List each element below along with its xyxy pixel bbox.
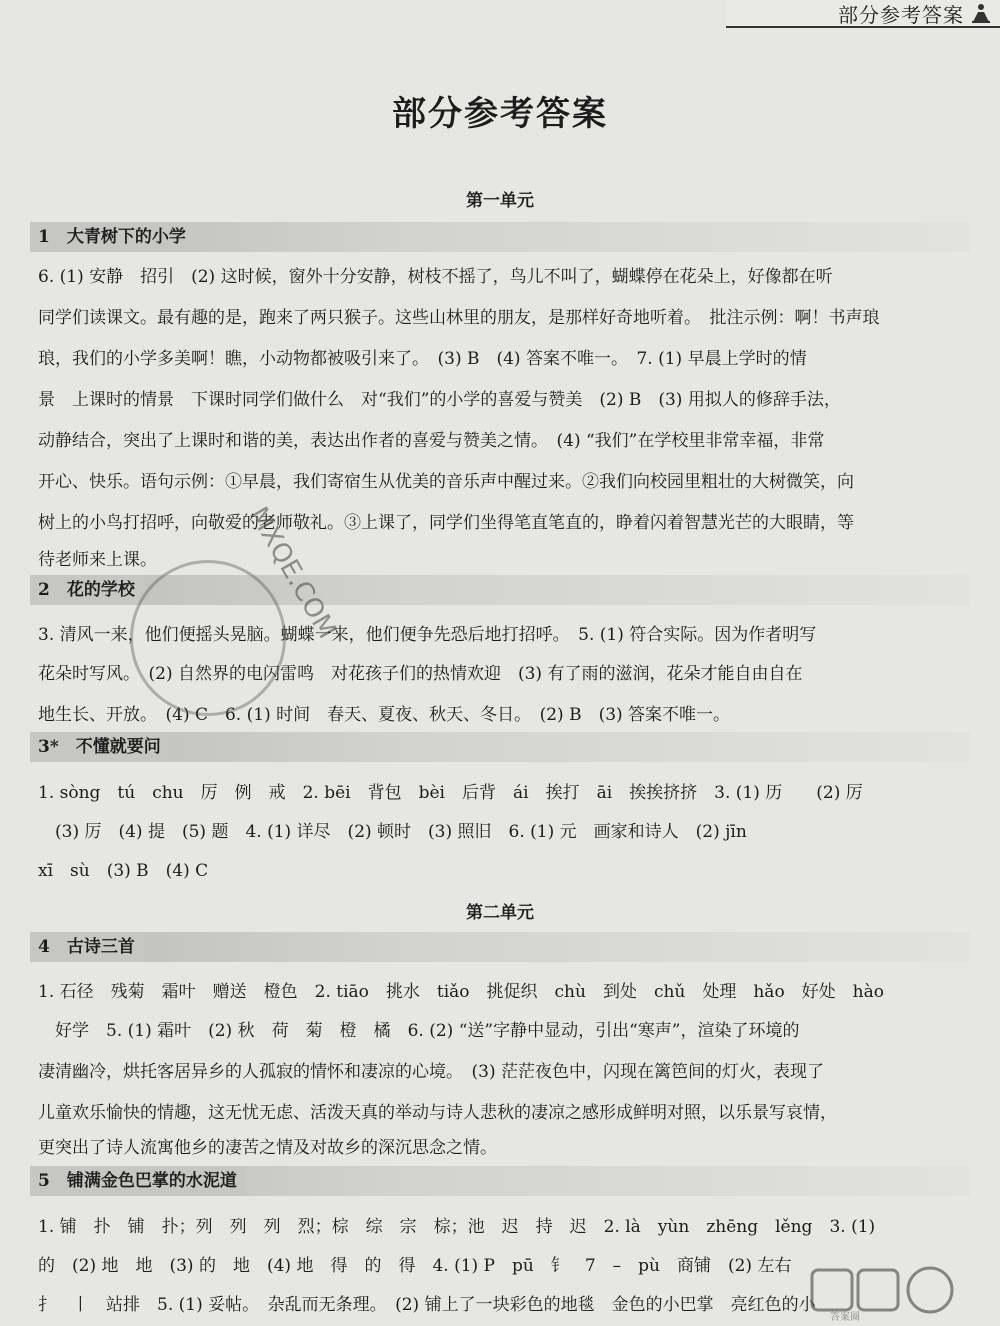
page-header [726, 0, 1000, 28]
answer-line: 开心、快乐。语句示例：①早晨，我们寄宿生从优美的音乐声中醒过来。②我们向校园里粗壮的大树微笑，向 [38, 472, 854, 492]
answer-line: 花朵时写风。 (2) 自然界的电闪雷鸣 对花孩子们的热情欢迎 (3) 有了雨的滋润，花朵才能自由自在 [38, 664, 803, 684]
answer-line: 琅，我们的小学多美啊！瞧，小动物都被吸引来了。 (3) B (4) 答案不唯一。 7. (1) 早晨上学时的情 [38, 349, 807, 369]
page-title: 部分参考答案 [392, 94, 608, 134]
header-title: 部分参考答案 [838, 2, 964, 27]
answer-line: (3) 厉 (4) 提 (5) 题 4. (1) 详尽 (2) 顿时 (3) 照旧 6. (1) 元 画家和诗人 (2) jīn [38, 822, 747, 842]
watermark-text: MXQE.COM [242, 502, 343, 644]
answer-line: 待老师来上课。 [38, 550, 157, 570]
section-title: 4 古诗三首 [30, 932, 145, 962]
section-header [30, 222, 970, 252]
unit-title-1: 第一单元 [466, 191, 534, 211]
answer-line: 6. (1) 安静 招引 (2) 这时候，窗外十分安静，树枝不摇了，鸟儿不叫了，蝴蝶停在花朵上，好像都在听 [38, 267, 833, 287]
section-title: 3* 不懂就要问 [30, 732, 171, 762]
answer-line: 景 上课时的情景 下课时同学们做什么 对“我们”的小学的喜爱与赞美 (2) B (3) 用拟人的修辞手法， [38, 390, 841, 410]
section-title: 2 花的学校 [30, 575, 145, 605]
answer-line: 同学们读课文。最有趣的是，跑来了两只猴子。这些山林里的朋友，是那样好奇地听着。 批注示例：啊！书声琅 [38, 308, 880, 328]
reading-figure-icon [970, 2, 992, 24]
answer-line: 3. 清风一来，他们便摇头晃脑。蝴蝶一来，他们便争先恐后地打招呼。 5. (1) 符合实际。因为作者明写 [38, 625, 817, 645]
answer-line: 更突出了诗人流寓他乡的凄苦之情及对故乡的深沉思念之情。 [38, 1138, 497, 1158]
corner-logo-text: 答案圈 [830, 1312, 860, 1322]
section-title: 1 大青树下的小学 [30, 222, 196, 252]
unit-title-2: 第二单元 [466, 903, 534, 923]
answer-line: 1. sòng tú chu 厉 例 戒 2. bēi 背包 bèi 后背 ái 挨打 āi 挨挨挤挤 3. (1) 历 (2) 厉 [38, 783, 863, 803]
answer-line: 好学 5. (1) 霜叶 (2) 秋 荷 菊 橙 橘 6. (2) “送”字静中显动，引出“寒声”，渲染了环境的 [38, 1021, 800, 1041]
answer-line: 地生长、开放。 (4) C 6. (1) 时间 春天、夏夜、秋天、冬日。 (2) B (3) 答案不唯一。 [38, 705, 731, 725]
answer-line: 动静结合，突出了上课时和谐的美，表达出作者的喜爱与赞美之情。 (4) “我们”在学校里非常幸福，非常 [38, 431, 825, 451]
answer-line: 1. 铺 扑 铺 扑；列 列 列 烈；棕 综 宗 棕；池 迟 持 迟 2. là yùn zhēng lěng 3. (1) [38, 1217, 876, 1237]
section-header [30, 932, 970, 962]
answer-line: 1. 石径 残菊 霜叶 赠送 橙色 2. tiāo 挑水 tiǎo 挑促织 chù 到处 chǔ 处理 hǎo 好处 hào [38, 982, 884, 1002]
corner-logo [810, 1264, 980, 1322]
answer-line: 凄清幽冷，烘托客居异乡的人孤寂的情怀和凄凉的心境。 (3) 茫茫夜色中，闪现在篱笆间的灯火，表现了 [38, 1062, 824, 1082]
answer-line: 儿童欢乐愉快的情趣，这无忧无虑、活泼天真的举动与诗人悲秋的凄凉之感形成鲜明对照，以乐景写哀情， [38, 1103, 837, 1123]
section-title: 5 铺满金色巴掌的水泥道 [30, 1166, 247, 1196]
answer-line: 扌 丨 站排 5. (1) 妥帖。 杂乱而无条理。 (2) 铺上了一块彩色的地毯 金色的小巴掌 亮红色的小 [38, 1295, 816, 1315]
answer-line: 树上的小鸟打招呼，向敬爱的老师敬礼。③上课了，同学们坐得笔直笔直的，睁着闪着智慧光芒的大眼睛，等 [38, 513, 854, 533]
section-header [30, 1166, 970, 1196]
answer-line: 的 (2) 地 地 (3) 的 地 (4) 地 得 的 得 4. (1) P pū 钅 7 – pù 商铺 (2) 左右 [38, 1256, 792, 1276]
answer-line: xī sù (3) B (4) C [38, 861, 209, 881]
